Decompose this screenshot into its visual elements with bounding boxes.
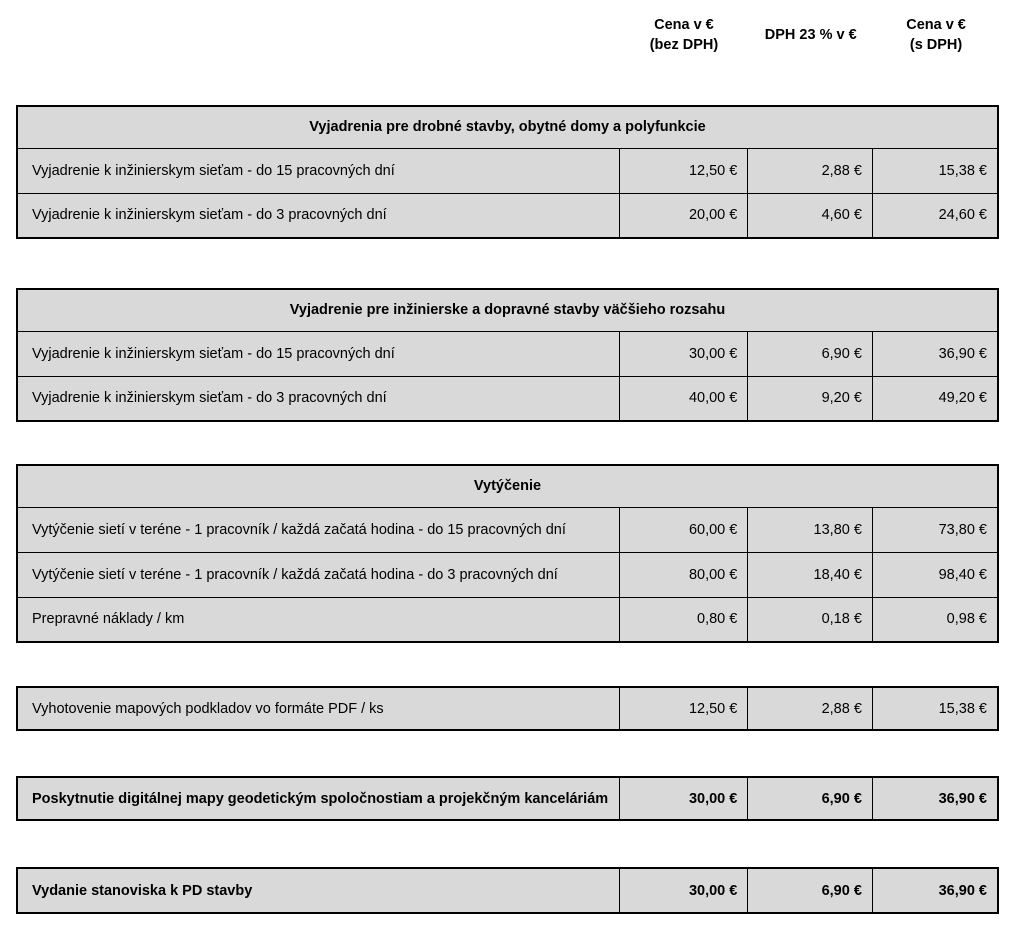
price-net-cell: 12,50 €	[619, 148, 748, 193]
price-gross-cell: 36,90 €	[872, 868, 998, 913]
row-label: Vydanie stanoviska k PD stavby	[17, 868, 619, 913]
section-title: Vytýčenie	[17, 465, 998, 507]
table-row	[17, 331, 998, 376]
col-header-description	[16, 10, 620, 60]
vat-cell: 2,88 €	[748, 687, 873, 730]
price-gross-cell: 24,60 €	[872, 193, 998, 238]
row-label: Vyjadrenie k inžinierskym sieťam - do 3 pracovných dní	[17, 376, 619, 421]
table-pd-statement	[16, 867, 999, 914]
price-list-page	[16, 0, 999, 914]
col-header-price-gross-line2: (s DPH)	[909, 37, 963, 53]
price-gross-cell: 98,40 €	[872, 552, 998, 597]
row-label: Vytýčenie sietí v teréne - 1 pracovník / každá začatá hodina - do 3 pracovných dní	[17, 552, 619, 597]
row-label: Vyjadrenie k inžinierskym sieťam - do 15 pracovných dní	[17, 148, 619, 193]
table-row	[17, 507, 998, 552]
table-pdf-map-documents	[16, 686, 999, 731]
price-gross-cell: 0,98 €	[872, 597, 998, 642]
col-header-price-gross	[873, 10, 999, 60]
col-header-vat-label: DPH 23 % v €	[764, 27, 857, 43]
vat-cell: 2,88 €	[748, 148, 873, 193]
row-label: Poskytnutie digitálnej mapy geodetickým spoločnostiam a projekčným kanceláriám	[17, 777, 619, 820]
vat-cell: 6,90 €	[748, 868, 873, 913]
table-row	[17, 597, 998, 642]
table-row	[17, 777, 998, 820]
price-gross-cell: 36,90 €	[872, 331, 998, 376]
table-small-buildings	[16, 105, 999, 239]
col-header-price-net-line1: Cena v €	[654, 17, 714, 33]
table-row	[17, 148, 998, 193]
price-gross-cell: 73,80 €	[872, 507, 998, 552]
vat-cell: 6,90 €	[748, 777, 873, 820]
section-header-row	[17, 465, 998, 507]
price-net-cell: 60,00 €	[619, 507, 748, 552]
table-large-constructions	[16, 288, 999, 422]
price-net-cell: 12,50 €	[619, 687, 748, 730]
price-net-cell: 20,00 €	[619, 193, 748, 238]
price-net-cell: 0,80 €	[619, 597, 748, 642]
price-gross-cell: 49,20 €	[872, 376, 998, 421]
col-header-vat	[748, 10, 873, 60]
price-net-cell: 30,00 €	[619, 331, 748, 376]
table-row	[17, 687, 998, 730]
table-digital-map-provision	[16, 776, 999, 821]
price-gross-cell: 15,38 €	[872, 687, 998, 730]
row-label: Vyhotovenie mapových podkladov vo formáte PDF / ks	[17, 687, 619, 730]
row-label: Prepravné náklady / km	[17, 597, 619, 642]
column-headers	[16, 10, 999, 60]
section-header-row	[17, 106, 998, 148]
col-header-price-net-line2: (bez DPH)	[649, 37, 719, 53]
price-net-cell: 40,00 €	[619, 376, 748, 421]
price-net-cell: 80,00 €	[619, 552, 748, 597]
table-row	[17, 552, 998, 597]
price-gross-cell: 36,90 €	[872, 777, 998, 820]
row-label: Vyjadrenie k inžinierskym sieťam - do 3 pracovných dní	[17, 193, 619, 238]
vat-cell: 4,60 €	[748, 193, 873, 238]
vat-cell: 0,18 €	[748, 597, 873, 642]
table-staking-out	[16, 464, 999, 643]
col-header-price-net	[620, 10, 749, 60]
price-net-cell: 30,00 €	[619, 777, 748, 820]
row-label: Vytýčenie sietí v teréne - 1 pracovník / každá začatá hodina - do 15 pracovných dní	[17, 507, 619, 552]
col-header-price-gross-line1: Cena v €	[906, 17, 966, 33]
table-row	[17, 193, 998, 238]
section-header-row	[17, 289, 998, 331]
vat-cell: 9,20 €	[748, 376, 873, 421]
section-title: Vyjadrenia pre drobné stavby, obytné domy a polyfunkcie	[17, 106, 998, 148]
table-row	[17, 376, 998, 421]
price-net-cell: 30,00 €	[619, 868, 748, 913]
table-row	[17, 868, 998, 913]
section-title: Vyjadrenie pre inžinierske a dopravné stavby väčšieho rozsahu	[17, 289, 998, 331]
vat-cell: 6,90 €	[748, 331, 873, 376]
vat-cell: 13,80 €	[748, 507, 873, 552]
row-label: Vyjadrenie k inžinierskym sieťam - do 15 pracovných dní	[17, 331, 619, 376]
vat-cell: 18,40 €	[748, 552, 873, 597]
price-gross-cell: 15,38 €	[872, 148, 998, 193]
